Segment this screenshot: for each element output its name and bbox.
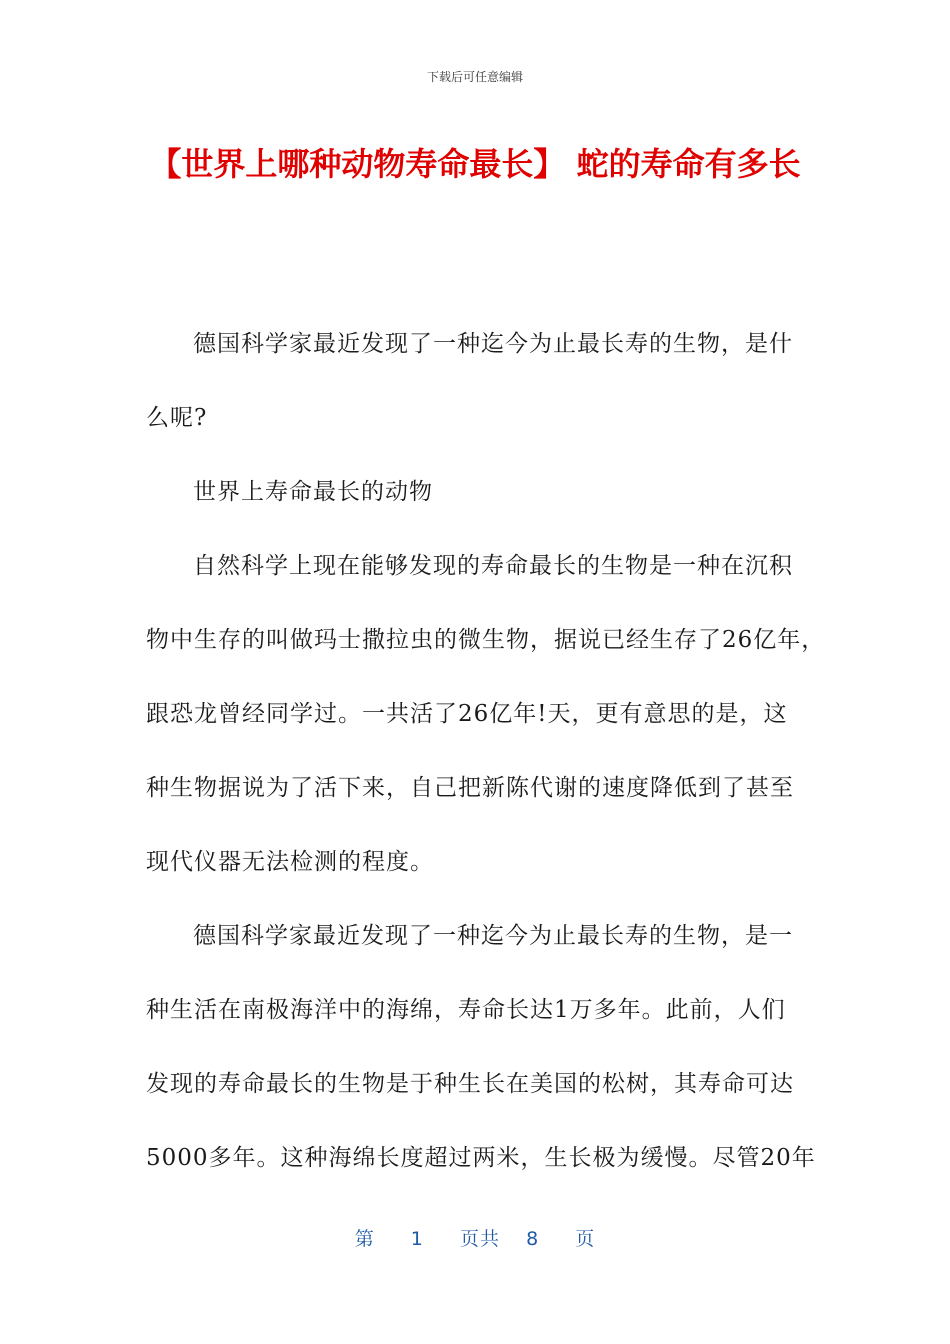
paragraph-line: 发现的寿命最长的生物是于种生长在美国的松树，其寿命可达	[146, 1071, 794, 1097]
paragraph-line: 自然科学上现在能够发现的寿命最长的生物是一种在沉积	[193, 553, 793, 579]
article-body	[146, 318, 826, 1206]
paragraph-line: 现代仪器无法检测的程度。	[146, 849, 434, 875]
paragraph-line: 德国科学家最近发现了一种迄今为止最长寿的生物，是一	[193, 923, 793, 949]
paragraph-line: 跟恐龙曾经同学过。一共活了26亿年!天，更有意思的是，这	[146, 701, 788, 727]
paragraph-line: 德国科学家最近发现了一种迄今为止最长寿的生物，是什	[193, 331, 793, 357]
paragraph-line: 5000多年。这种海绵长度超过两米，生长极为缓慢。尽管20年	[146, 1145, 816, 1171]
paragraph-line: 么呢?	[146, 405, 208, 431]
footer-middle: 页共	[459, 1228, 500, 1250]
footer-suffix: 页	[575, 1228, 596, 1250]
page-title: 【世界上哪种动物寿命最长】 蛇的寿命有多长	[149, 145, 801, 183]
paragraph-line: 种生活在南极海洋中的海绵，寿命长达1万多年。此前，人们	[146, 997, 786, 1023]
section-heading: 世界上寿命最长的动物	[193, 479, 433, 505]
paragraph-line: 种生物据说为了活下来，自己把新陈代谢的速度降低到了甚至	[146, 775, 794, 801]
footer-prefix: 第	[354, 1228, 375, 1250]
page-footer	[0, 1224, 950, 1251]
header-note: 下载后可任意编辑	[426, 70, 523, 84]
total-page-number: 8	[526, 1228, 540, 1250]
current-page-number: 1	[410, 1228, 424, 1250]
paragraph-line: 物中生存的叫做玛士撒拉虫的微生物，据说已经生存了26亿年，	[146, 627, 826, 653]
